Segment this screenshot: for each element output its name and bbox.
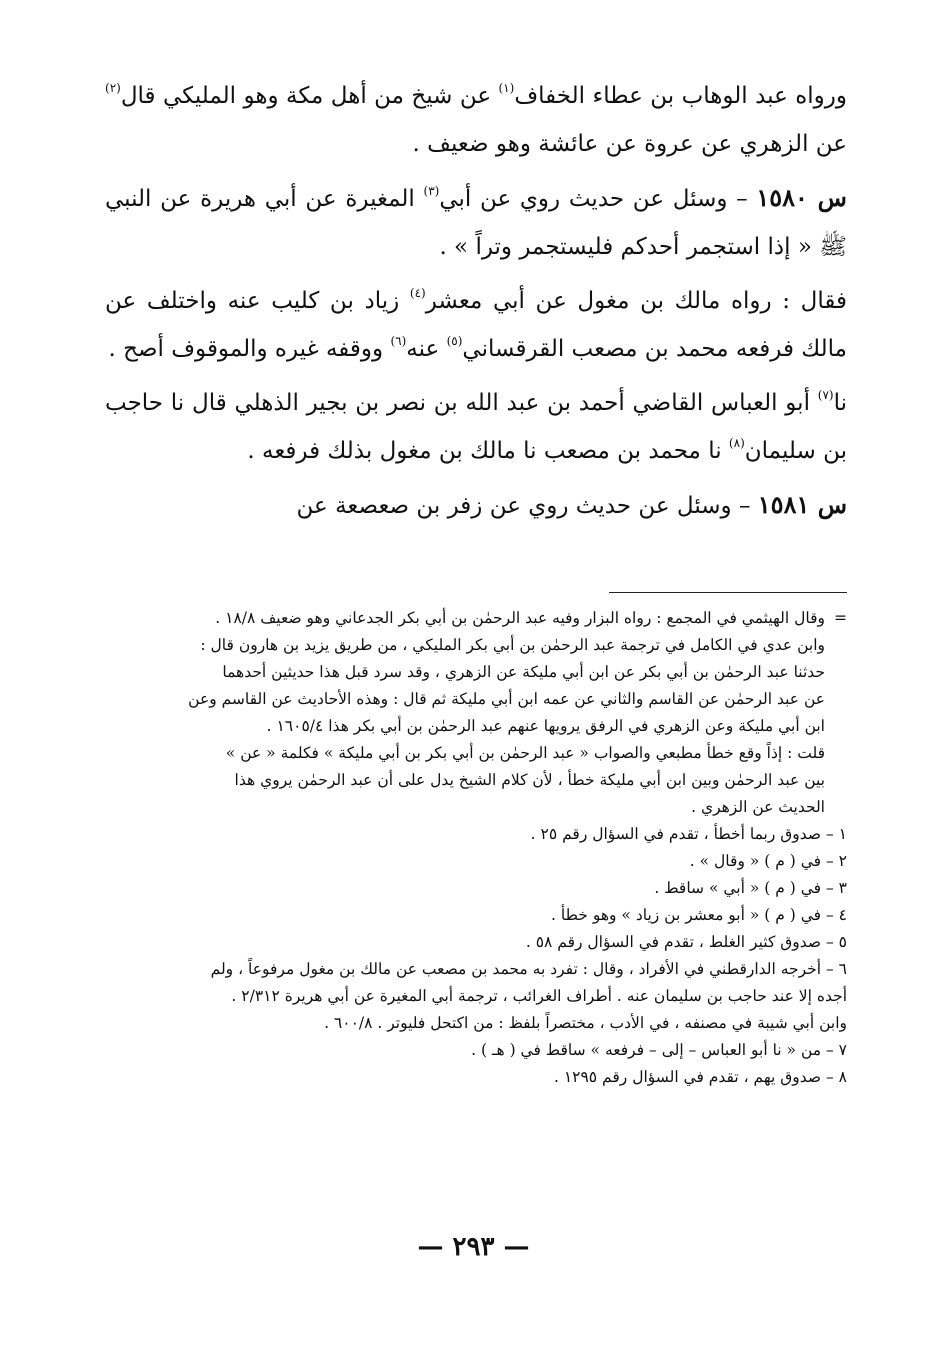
footnote-text: ٥ – صدوق كثير الغلط ، تقدم في السؤال رقم ٥٨ . <box>525 933 847 951</box>
question-number: س ١٥٨٠ <box>756 183 847 212</box>
paragraph-1 <box>105 72 847 168</box>
footnote-6 <box>105 956 847 983</box>
footnote-ref[interactable]: (٢) <box>105 81 121 96</box>
question-1580 <box>105 174 847 271</box>
text-run: أبو العباس القاضي أحمد بن عبد الله بن نصر بن بجير الذهلي قال نا حاجب بن سليمان <box>105 390 847 464</box>
footnote-8 <box>105 1064 847 1091</box>
footnote-4 <box>105 902 847 929</box>
footnote-1 <box>105 821 847 848</box>
question-1581 <box>105 481 847 530</box>
footnote-ref[interactable]: (٤) <box>409 286 426 301</box>
question-number: س ١٥٨١ <box>757 490 847 519</box>
footnote-ref[interactable]: (١) <box>498 81 515 96</box>
footnote-line <box>105 794 847 821</box>
text-run: نا <box>833 390 847 416</box>
text-run: عن شيخ من أهل مكة وهو المليكي قال <box>120 83 499 109</box>
text-run: نا محمد بن مصعب نا مالك بن مغول بذلك فرفعه . <box>247 438 729 464</box>
footnote-line <box>105 713 847 740</box>
text-run: – وسئل عن حديث روي عن زفر بن صعصعة عن <box>296 493 758 519</box>
footnote-text: حدثنا عبد الرحمٰن بن أبي بكر عن ابن أبي مليكة عن الزهري ، وقد سرد قبل هذا حديثين أحدهما <box>222 663 825 681</box>
continuation-mark: = <box>834 609 847 627</box>
footnote-text: ٤ – في ( م ) « أبو معشر بن زياد » وهو خطأ . <box>551 906 847 924</box>
text-run: ووقفه غيره والموقوف أصح . <box>108 336 391 362</box>
footnote-5 <box>105 929 847 956</box>
footnote-line <box>105 740 847 767</box>
text-run: المغيرة عن أبي هريرة عن النبي ﷺ « إذا استجمر أحدكم فليستجمر وتراً » . <box>105 186 847 260</box>
footnote-ref[interactable]: (٧) <box>817 388 834 403</box>
text-run: زياد بن كليب عنه واختلف عن مالك فرفعه محمد بن مصعب القرقساني <box>105 288 847 362</box>
page-number: — ٢٩٣ — <box>417 1232 530 1262</box>
footnote-text: وابن أبي شيبة في مصنفه ، في الأدب ، مختصراً بلفظ : من اكتحل فليوتر . ٦٠٠/٨ . <box>324 1014 847 1032</box>
footnotes-section <box>105 592 847 1091</box>
text-run: عنه <box>406 336 447 362</box>
footnote-line <box>105 605 847 632</box>
text-run: فقال : رواه مالك بن مغول عن أبي معشر <box>425 288 847 314</box>
footnote-text: وقال الهيثمي في المجمع : رواه البزار وفيه عبد الرحمٰن بن أبي بكر الجدعاني وهو ضعيف ١٨/٨ . <box>215 609 825 627</box>
footnote-ref[interactable]: (٨) <box>728 436 745 451</box>
footnote-ref[interactable]: (٣) <box>423 184 440 199</box>
footnote-6-cont <box>105 1010 847 1037</box>
footnote-ref[interactable]: (٥) <box>446 334 463 349</box>
text-run: – وسئل عن حديث روي عن أبي <box>439 186 757 212</box>
footnote-line <box>105 659 847 686</box>
footnote-text: وابن عدي في الكامل في ترجمة عبد الرحمٰن بن أبي بكر المليكي ، من طريق يزيد بن هارون قال : <box>200 636 825 654</box>
footnote-text: بين عبد الرحمٰن وبين ابن أبي مليكة خطأ ، لأن كلام الشيخ يدل على أن عبد الرحمٰن يروي هذا <box>234 771 825 789</box>
footnote-text: ابن أبي مليكة وعن الزهري في الرفق يرويها عنهم عبد الرحمٰن بن أبي بكر هذا ١٦٠٥/٤ . <box>266 717 825 735</box>
main-text <box>105 72 847 530</box>
footnote-2 <box>105 848 847 875</box>
footnote-line <box>105 686 847 713</box>
footnote-text: ٣ – في ( م ) « أبي » ساقط . <box>654 879 847 897</box>
footnote-text: أجده إلا عند حاجب بن سليمان عنه . أطراف الغرائب ، ترجمة أبي المغيرة عن أبي هريرة ٢/٣١٢ . <box>231 987 847 1005</box>
footnote-6-cont <box>105 983 847 1010</box>
footnote-list <box>105 605 847 1091</box>
footnote-ref[interactable]: (٦) <box>390 334 407 349</box>
footnote-text: ٦ – أخرجه الدارقطني في الأفراد ، وقال : تفرد به محمد بن مصعب عن مالك بن مغول مرفوعاً ، ولم <box>210 960 847 978</box>
footnote-text: ٧ – من « نا أبو العباس – إلى – فرفعه » ساقط في ( هـ ) . <box>471 1041 847 1059</box>
text-run: ورواه عبد الوهاب بن عطاء الخفاف <box>514 83 847 109</box>
footnote-line <box>105 632 847 659</box>
footnote-text: ٢ – في ( م ) « وقال » . <box>689 852 847 870</box>
footnote-separator <box>609 592 847 593</box>
footnote-text: ٨ – صدوق يهم ، تقدم في السؤال رقم ١٢٩٥ . <box>553 1068 847 1086</box>
paragraph-isnad <box>105 379 847 475</box>
footnote-text: قلت : إذاً وقع خطأ مطبعي والصواب « عبد الرحمٰن بن أبي بكر بن أبي مليكة » فكلمة « عن » <box>225 744 825 762</box>
footnote-text: ١ – صدوق ربما أخطأ ، تقدم في السؤال رقم ٢٥ . <box>530 825 847 843</box>
text-run: عن الزهري عن عروة عن عائشة وهو ضعيف . <box>412 131 847 157</box>
footnote-3 <box>105 875 847 902</box>
paragraph-answer <box>105 277 847 373</box>
footnote-line <box>105 767 847 794</box>
footnote-7 <box>105 1037 847 1064</box>
footnote-text: الحديث عن الزهري . <box>691 798 825 816</box>
footnote-text: عن عبد الرحمٰن عن القاسم والثاني عن عمه ابن أبي مليكة ثم قال : وهذه الأحاديث عن القاسم وعن <box>188 690 825 708</box>
